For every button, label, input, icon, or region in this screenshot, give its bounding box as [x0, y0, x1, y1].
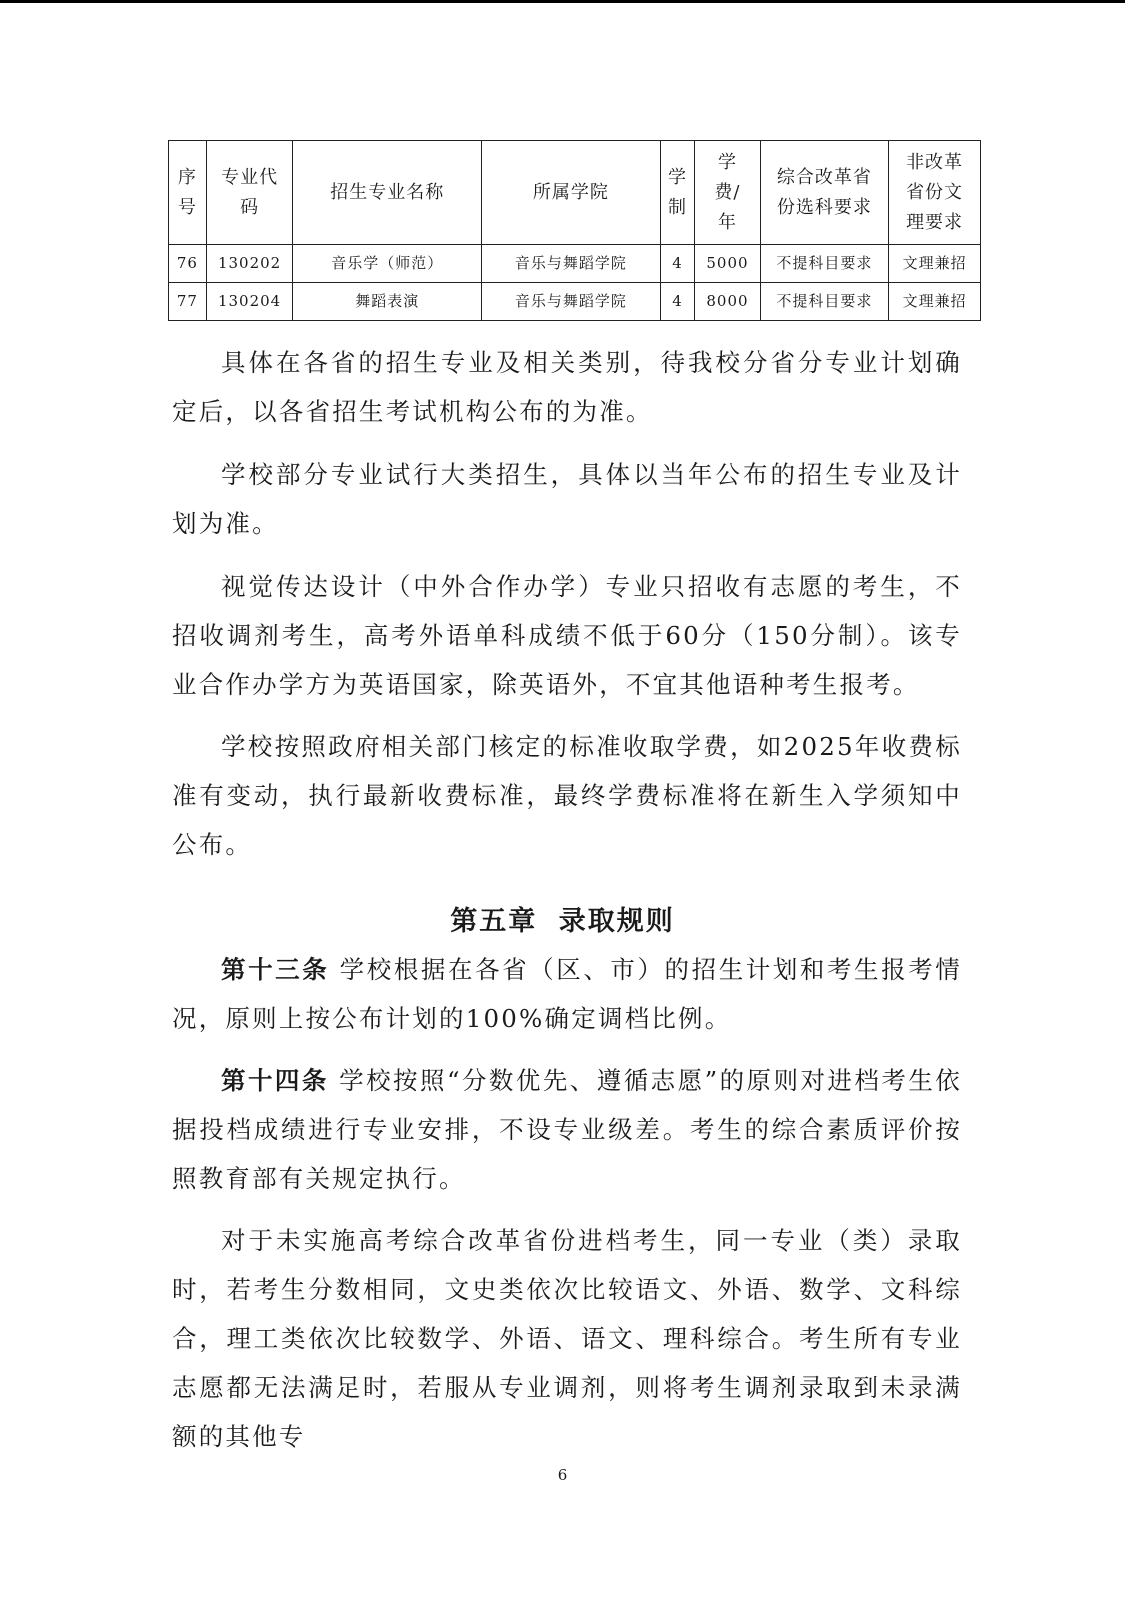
chapter-title: 录取规则: [558, 906, 675, 937]
header-years: 学制: [660, 141, 695, 245]
cell-college: 音乐与舞蹈学院: [482, 283, 661, 321]
header-name: 招生专业名称: [293, 141, 482, 245]
cell-name: 舞蹈表演: [293, 283, 482, 321]
cell-name: 音乐学（师范）: [293, 245, 482, 283]
header-reform: 综合改革省份选科要求: [760, 141, 889, 245]
chapter-number: 第五章: [450, 906, 538, 937]
cell-seq: 76: [169, 245, 207, 283]
header-nonreform: 非改革省份文理要求: [889, 141, 981, 245]
article-13-label: 第十三条: [221, 955, 330, 984]
paragraph-visual-design: 视觉传达设计（中外合作办学）专业只招收有志愿的考生，不招收调剂考生，高考外语单科成绩不低于60分（150分制）。该专业合作办学方为英语国家，除英语外，不宜其他语种考生报考。: [172, 572, 962, 699]
paragraph-tuition: 学校按照政府相关部门核定的标准收取学费，如2025年收费标准有变动，执行最新收费标准，最终学费标准将在新生入学须知中公布。: [172, 732, 962, 859]
cell-seq: 77: [169, 283, 207, 321]
page-number: 6: [557, 1466, 568, 1484]
article-14: [172, 1056, 962, 1203]
header-fee: 学费/年: [695, 141, 760, 245]
table-row: [169, 245, 981, 283]
cell-code: 130202: [206, 245, 293, 283]
paragraph-category-enrollment: 学校部分专业试行大类招生，具体以当年公布的招生专业及计划为准。: [172, 460, 962, 538]
cell-years: 4: [660, 283, 695, 321]
article-14-label: 第十四条: [221, 1066, 329, 1095]
article-13-text: 学校根据在各省（区、市）的招生计划和考生报考情况，原则上按公布计划的100%确定调档比例。: [172, 955, 962, 1033]
header-college: 所属学院: [482, 141, 661, 245]
article-13: [172, 945, 962, 1043]
cell-nonreform: 文理兼招: [889, 245, 981, 283]
table-row: [169, 283, 981, 321]
article-14-text: 学校按照“分数优先、遵循志愿”的原则对进档考生依据投档成绩进行专业安排，不设专业级差。考生的综合素质评价按照教育部有关规定执行。: [172, 1066, 962, 1193]
table-header-row: [169, 141, 981, 245]
majors-table: [168, 140, 981, 321]
cell-reform: 不提科目要求: [760, 245, 889, 283]
header-seq: 序号: [169, 141, 207, 245]
paragraph-tie-break: 对于未实施高考综合改革省份进档考生，同一专业（类）录取时，若考生分数相同，文史类依次比较语文、外语、数学、文科综合，理工类依次比较数学、外语、语文、理科综合。考生所有专业志愿都无法满足时，若服从专业调剂，则将考生调剂录取到未录满额的其他专: [172, 1226, 962, 1451]
paragraph-province-plan: 具体在各省的招生专业及相关类别，待我校分省分专业计划确定后，以各省招生考试机构公布的为准。: [172, 348, 962, 426]
chapter-heading: [0, 902, 1125, 942]
cell-code: 130204: [206, 283, 293, 321]
cell-college: 音乐与舞蹈学院: [482, 245, 661, 283]
cell-reform: 不提科目要求: [760, 283, 889, 321]
cell-fee: 5000: [695, 245, 760, 283]
top-border-line: [0, 0, 1125, 3]
cell-years: 4: [660, 245, 695, 283]
cell-fee: 8000: [695, 283, 760, 321]
header-code: 专业代码: [206, 141, 293, 245]
cell-nonreform: 文理兼招: [889, 283, 981, 321]
